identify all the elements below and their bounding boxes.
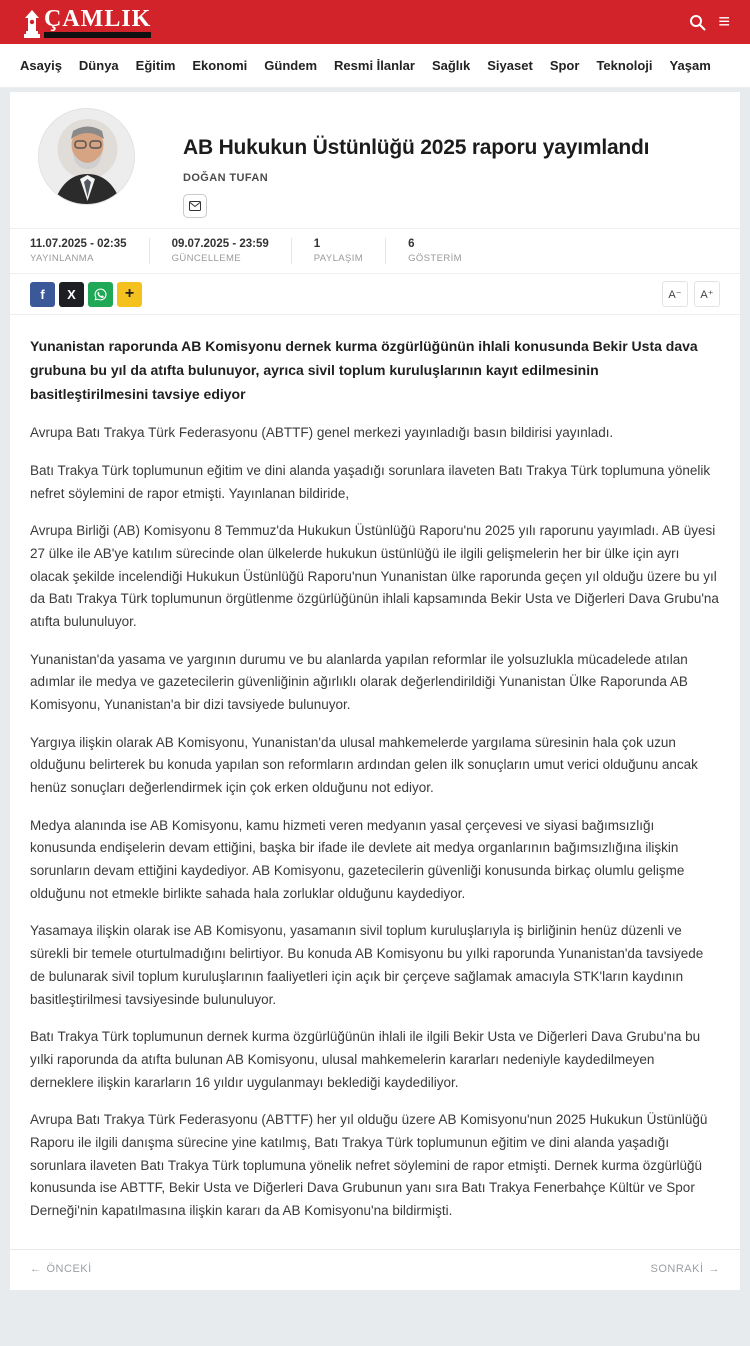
top-header-bar (0, 0, 750, 44)
article-paragraph: Medya alanında ise AB Komisyonu, kamu hizmeti veren medyanın yasal çerçevesi ve siyasi bağımsızlığı konusunda endişelerin devam ettiğini, başka bir ifade ile devlete ait medya organlarının bağımsızlığına ilişkin sorunların devam ettiğini kaydediyor. AB Komisyonu, gazetecilerin güvenliği konusunda birkaç olumlu gelişme olduğunu not etmekle birlikte sahada hala zorluklar olduğunu kaydediyor. (30, 817, 685, 901)
article-paragraph: Avrupa Batı Trakya Türk Federasyonu (ABTTF) genel merkezi yayınladığı basın bildirisi yayınladı. (30, 425, 614, 441)
meta-views (385, 238, 484, 264)
article-paragraph: Batı Trakya Türk toplumunun eğitim ve dini alanda yaşadığı sorunlara ilaveten Batı Trakya Türk toplumuna yönelik nefret söylemini de rapor etmişti. Yayınlanan bildiride, (30, 463, 711, 501)
article-paragraph: Avrupa Batı Trakya Türk Federasyonu (ABTTF) her yıl olduğu üzere AB Komisyonu'nun 2025 Hukukun Üstünlüğü Raporu ile ilgili danışma sürecine yine katılmış, Batı Trakya Türk toplumunun eğitim ve dini alanda yaşadığı sorunlara ilaveten Batı Trakya Türk toplumuna yönelik nefret söylemini de rapor etmişti. Dernek kurma özgürlüğü konusunda ise ABTTF, Bekir Usta ve Diğerleri Dava Grubunun yanı sıra Batı Trakya Fenerbahçe Kültür ve Spor Derneği'nin kapatılmasına ilişkin kararı da AB Komisyonu'na bildirmişti. (30, 1112, 708, 1218)
article-paragraph: Yunanistan'da yasama ve yargının durumu ve bu alanlarda yapılan reformlar ile yolsuzlukla mücadelede atılan adımlar ile medya ve gazetecilerin güvenliğinin ağırlıklı olarak değerlendirildiği Yunanistan Ülke Raporunda AB Komisyonu, Yunanistan'a bir dizi tavsiyede bulunuyor. (30, 651, 688, 713)
view-count: 6 (408, 238, 415, 250)
updated-date: 09.07.2025 - 23:59 (171, 238, 269, 250)
nav-item-ekonomi[interactable]: Ekonomi (192, 58, 248, 73)
author-name: DOĞAN TUFAN (183, 172, 269, 184)
envelope-icon (189, 201, 201, 211)
brand-slogan-bar (44, 32, 151, 38)
previous-label: ÖNCEKİ (46, 1262, 92, 1275)
right-arrow-icon: → (708, 1262, 720, 1275)
nav-item-saglik[interactable]: Sağlık (431, 58, 471, 73)
page-bottom-spacer (0, 1290, 750, 1346)
font-size-decrease-button[interactable]: A⁻ (662, 281, 688, 307)
share-toolbar (10, 273, 740, 315)
published-date: 11.07.2025 - 02:35 (30, 238, 127, 250)
nav-item-teknoloji[interactable]: Teknoloji (596, 58, 653, 73)
article-paragraph: Avrupa Birliği (AB) Komisyonu 8 Temmuz'da Hukukun Üstünlüğü Raporu'nu 2025 yılı raporunu yayımladı. AB üyesi 27 ülke ile AB'ye katılım sürecinde olan ülkelerde hukukun üstünlüğü ile ilgili gelişmelerin her bir ülke için ayrı olacak şekilde incelendiği Hukukun Üstünlüğü Raporu'nun Yunanistan ülke raporunda geçen yıl olduğu üzere bu yıl da Batı Trakya Türk toplumunun örgütlenme özgürlüğünün ihlali kapsamında Bekir Usta ve Diğerleri Dava Grubu'na atıfta bulunuluyor. (30, 523, 719, 630)
article-paragraph: Yasamaya ilişkin olarak ise AB Komisyonu, yasamanın sivil toplum kuruluşlarıyla iş birliğinin henüz düzenli ve sürekli bir temele oturtulmadığını belirtiyor. Bu konuda AB Komisyonu bu yılki raporunda Yunanistan'da tavsiyede de bulunarak sivil toplum kuruluşlarının faaliyetleri için açık bir çerçeve sağlamak amacıyla STK'ların kaydının basitleştirilmesi tavsiyesinde bulunuluyor. (30, 923, 704, 1007)
share-count-label: PAYLAŞIM (313, 253, 364, 264)
meta-updated (149, 238, 291, 264)
nav-item-dunya[interactable]: Dünya (78, 58, 119, 73)
nav-item-egitim[interactable]: Eğitim (135, 58, 176, 73)
article-card (10, 92, 740, 1290)
hamburger-menu-icon[interactable]: ≡ (718, 11, 730, 33)
updated-label: GÜNCELLEME (171, 253, 242, 264)
article-meta-row (10, 228, 740, 273)
author-avatar[interactable] (38, 108, 135, 205)
search-icon[interactable] (689, 14, 706, 31)
published-label: YAYINLANMA (30, 253, 94, 264)
nav-item-spor[interactable]: Spor (549, 58, 580, 73)
article-paragraph: Batı Trakya Türk toplumunun dernek kurma özgürlüğünün ihlali ile ilgili Bekir Usta ve Diğerleri Dava Grubu'na bu yılki raporunda da atıfta bulunan AB Komisyonu, ulusal mahkemelerin kararları nedeniyle kaydedilmeyen derneklere ilişkin kararların 16 yıldır uygulanmayı beklediği kaydediliyor. (30, 1029, 701, 1090)
share-count: 1 (313, 238, 321, 250)
whatsapp-share-button[interactable] (88, 282, 113, 307)
brand-name: ÇAMLIK (44, 5, 152, 32)
next-label: SONRAKİ (650, 1262, 704, 1275)
article-title: AB Hukukun Üstünlüğü 2025 raporu yayımlandı (183, 136, 650, 159)
meta-published (30, 238, 149, 264)
article-paragraph: Yargıya ilişkin olarak AB Komisyonu, Yunanistan'da ulusal mahkemelerde yargılama süresinin hala çok uzun olduğunu belirterek bu konuda yapılan son reformların ardından gelen ilk sonuçların umut verici olduğunu ancak henüz sonuçları değerlendirmek için çok erken olduğunu not ediyor. (30, 734, 698, 796)
article-header (10, 92, 740, 228)
facebook-share-button[interactable]: f (30, 282, 55, 307)
nav-item-yasam[interactable]: Yaşam (669, 58, 711, 73)
nav-item-asayis[interactable]: Asayiş (20, 58, 62, 73)
next-article-link[interactable] (650, 1263, 720, 1275)
brand-logo[interactable] (24, 7, 151, 38)
font-size-increase-button[interactable]: A⁺ (694, 281, 720, 307)
nav-item-resmi-ilanlar[interactable]: Resmi İlanlar (334, 58, 415, 73)
x-twitter-share-button[interactable]: X (59, 282, 84, 307)
nav-item-gundem[interactable]: Gündem (264, 58, 318, 73)
whatsapp-icon (93, 287, 108, 302)
article-body (10, 315, 740, 1249)
previous-article-link[interactable] (30, 1263, 92, 1275)
left-arrow-icon: ← (30, 1262, 42, 1275)
main-navigation (0, 44, 750, 88)
view-count-label: GÖSTERİM (408, 253, 462, 264)
meta-shares (291, 238, 385, 264)
article-lede: Yunanistan raporunda AB Komisyonu dernek kurma özgürlüğünün ihlali konusunda Bekir Usta dava grubuna bu yıl da atıfta bulunuyor, ayrıca sivil toplum kuruluşlarının kayıt edilmesinin basitleştirilmesini tavsiye ediyor (30, 338, 698, 402)
more-share-button[interactable]: + (117, 282, 142, 307)
article-pager (10, 1249, 740, 1290)
nav-item-siyaset[interactable]: Siyaset (487, 58, 533, 73)
clock-tower-icon (24, 10, 40, 38)
author-email-button[interactable] (183, 194, 207, 218)
